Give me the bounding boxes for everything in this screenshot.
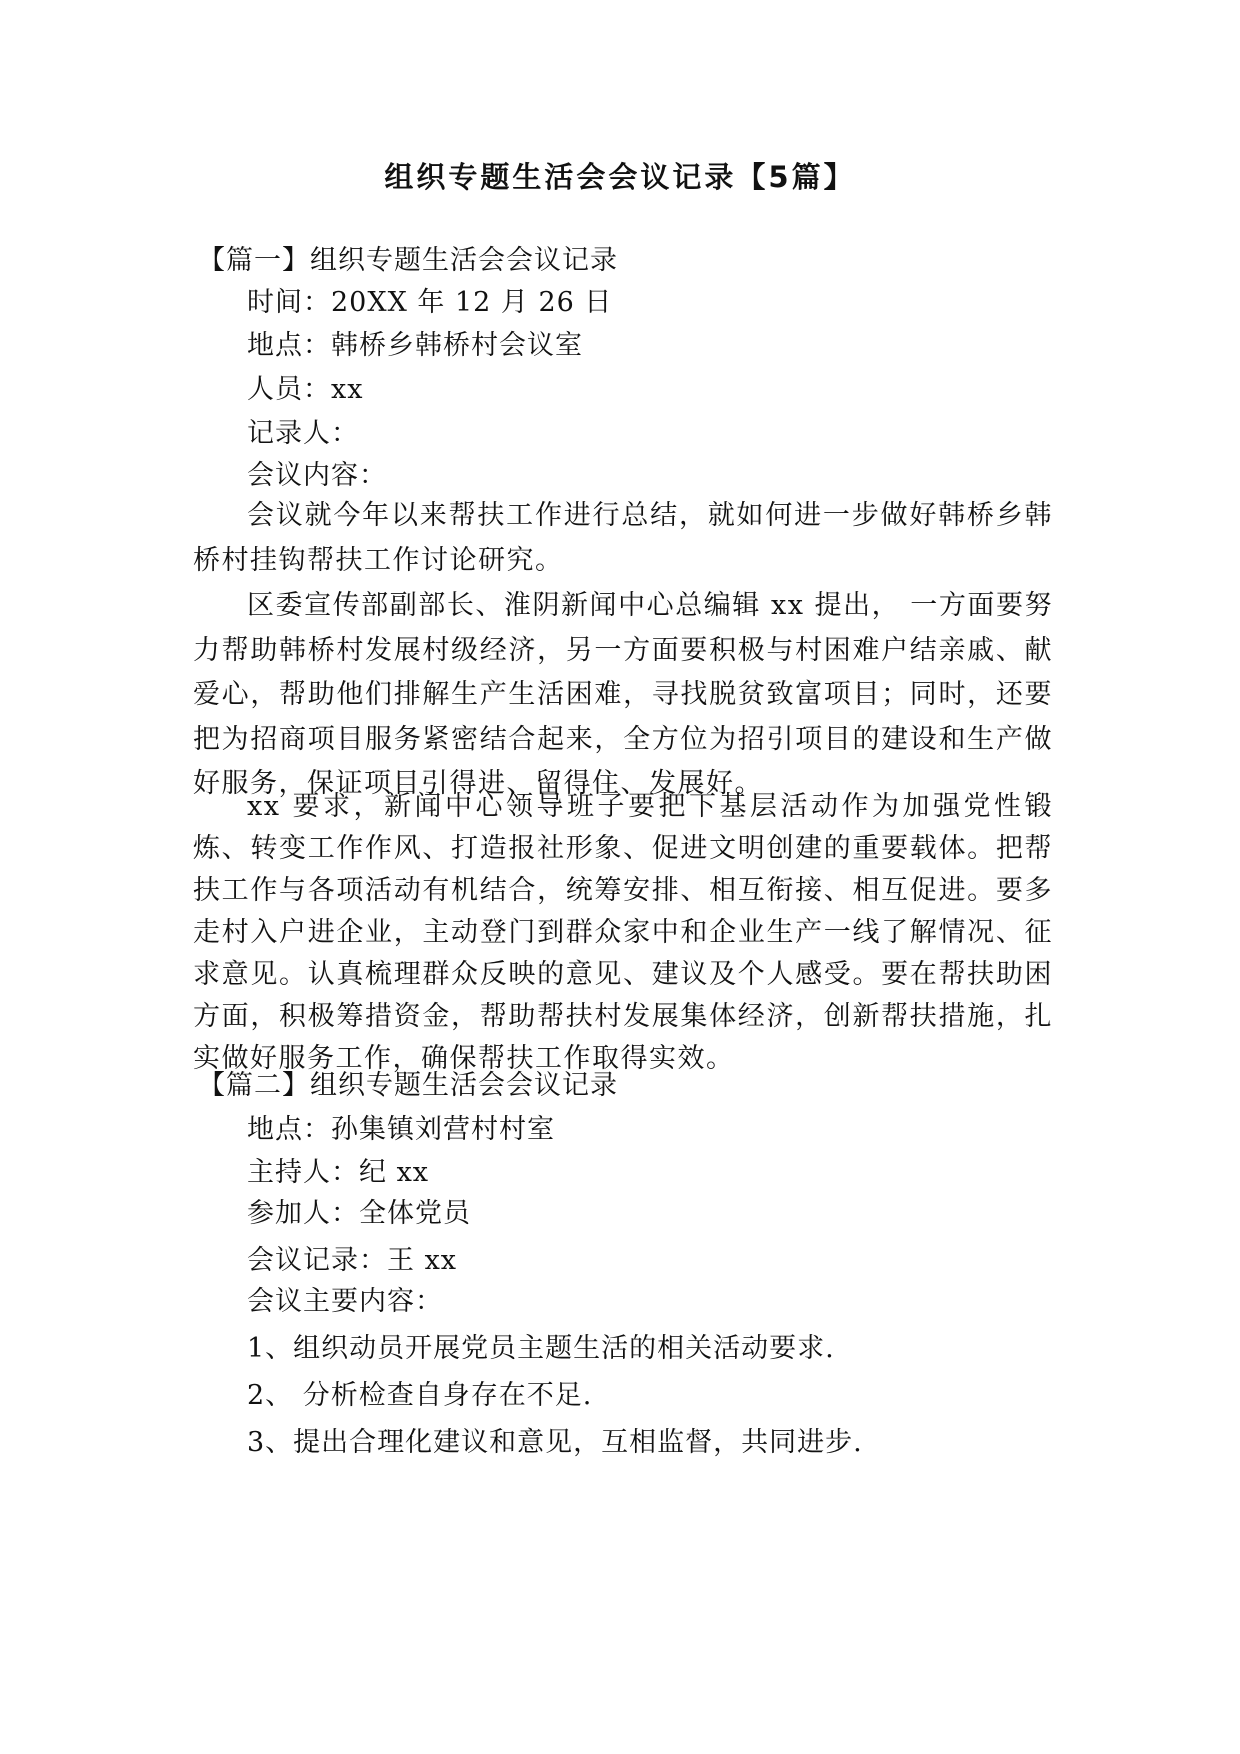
paragraph-3: xx 要求，新闻中心领导班子要把下基层活动作为加强党性锻炼、转变工作作风、打造报社形象、促进文明创建的重要载体。把帮扶工作与各项活动有机结合，统筹安排、相互衔接、相互促进。要多走村入户进企业，主动登门到群众家中和企业生产一线了解情况、征求意见。认真梳理群众反映的意见、建议及个人感受。要在帮扶助困方面，积极筹措资金，帮助帮扶村发展集体经济，创新帮扶措施，扎实做好服务工作，确保帮扶工作取得实效。 xyxy=(193,791,1053,1074)
meeting-people: 人员：xx xyxy=(247,374,364,405)
meeting-content-label: 会议内容： xyxy=(247,460,387,491)
meeting2-attendees: 参加人：全体党员 xyxy=(247,1198,471,1229)
document-title: 组织专题生活会会议记录【5篇】 xyxy=(384,160,856,194)
list-item-1: 1、组织动员开展党员主题生活的相关活动要求. xyxy=(247,1333,835,1364)
meeting-place: 地点：韩桥乡韩桥村会议室 xyxy=(247,330,583,361)
list-item-3: 3、提出合理化建议和意见，互相监督，共同进步. xyxy=(247,1427,863,1458)
meeting-time: 时间：20XX 年 12 月 26 日 xyxy=(247,287,613,318)
meeting2-recorder: 会议记录：王 xx xyxy=(247,1245,458,1276)
meeting2-place: 地点：孙集镇刘营村村室 xyxy=(247,1114,555,1145)
paragraph-1: 会议就今年以来帮扶工作进行总结，就如何进一步做好韩桥乡韩桥村挂钩帮扶工作讨论研究。 xyxy=(193,500,1053,576)
section-heading-1: 【篇一】组织专题生活会会议记录 xyxy=(198,245,618,276)
meeting2-content-label: 会议主要内容： xyxy=(247,1286,443,1317)
meeting-recorder: 记录人： xyxy=(247,418,359,449)
paragraph-2: 区委宣传部副部长、淮阴新闻中心总编辑 xx 提出， 一方面要努 力帮助韩桥村发展村级经济，另一方面要积极与村困难户结亲戚、献 爱心，帮助他们排解生产生活困难，寻找脱贫致富项目；同时，还要 把为招商项目服务紧密结合起来，全方位为招引项目的建设和生产做 好服务，保证项目引得进、留得住、发展好。 xyxy=(193,590,1053,799)
list-item-2: 2、 分析检查自身存在不足. xyxy=(247,1380,593,1411)
meeting2-host: 主持人：纪 xx xyxy=(247,1157,430,1188)
section-heading-2: 【篇二】组织专题生活会会议记录 xyxy=(198,1070,618,1101)
